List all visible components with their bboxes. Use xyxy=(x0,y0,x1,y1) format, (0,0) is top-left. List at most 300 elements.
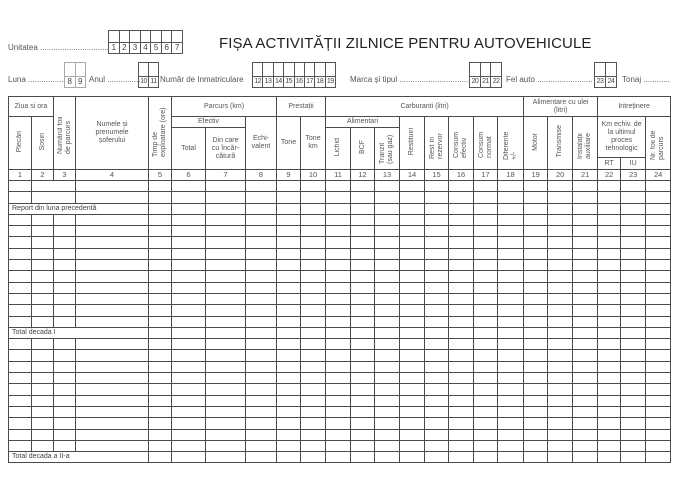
table-cell[interactable] xyxy=(498,181,524,192)
table-cell[interactable] xyxy=(498,350,524,361)
table-cell[interactable] xyxy=(598,429,621,440)
table-cell[interactable] xyxy=(76,305,149,316)
table-cell[interactable] xyxy=(76,293,149,304)
table-cell[interactable] xyxy=(32,237,54,248)
table-cell[interactable] xyxy=(206,248,246,259)
table-cell[interactable] xyxy=(425,361,449,372)
table-cell[interactable] xyxy=(425,418,449,429)
table-cell[interactable] xyxy=(301,293,326,304)
table-cell[interactable] xyxy=(326,192,351,203)
table-cell[interactable] xyxy=(246,373,277,384)
table-cell[interactable] xyxy=(206,418,246,429)
table-cell[interactable] xyxy=(206,260,246,271)
table-cell[interactable] xyxy=(425,305,449,316)
table-cell[interactable] xyxy=(351,181,375,192)
table-cell[interactable] xyxy=(621,192,646,203)
table-cell[interactable] xyxy=(598,260,621,271)
table-cell[interactable] xyxy=(573,452,598,463)
table-cell[interactable] xyxy=(425,316,449,327)
table-cell[interactable] xyxy=(76,282,149,293)
table-cell[interactable] xyxy=(206,316,246,327)
table-cell[interactable] xyxy=(301,203,326,214)
table-cell[interactable] xyxy=(548,282,573,293)
table-cell[interactable] xyxy=(301,260,326,271)
table-cell[interactable] xyxy=(474,305,498,316)
table-cell[interactable] xyxy=(573,406,598,417)
table-cell[interactable] xyxy=(246,316,277,327)
table-cell[interactable] xyxy=(206,452,246,463)
table-cell[interactable] xyxy=(172,418,206,429)
table-cell[interactable] xyxy=(598,452,621,463)
table-cell[interactable] xyxy=(548,429,573,440)
table-cell[interactable] xyxy=(598,192,621,203)
table-cell[interactable] xyxy=(425,226,449,237)
table-cell[interactable] xyxy=(449,260,474,271)
table-cell[interactable] xyxy=(449,214,474,225)
table-cell[interactable] xyxy=(149,271,172,282)
table-cell[interactable] xyxy=(524,327,548,338)
table-cell[interactable] xyxy=(573,361,598,372)
table-cell[interactable] xyxy=(598,282,621,293)
table-cell[interactable] xyxy=(301,384,326,395)
table-cell[interactable] xyxy=(351,271,375,282)
table-cell[interactable] xyxy=(172,192,206,203)
table-cell[interactable] xyxy=(9,237,32,248)
table-cell[interactable] xyxy=(474,226,498,237)
table-cell[interactable] xyxy=(351,429,375,440)
table-cell[interactable] xyxy=(76,192,149,203)
table-cell[interactable] xyxy=(149,282,172,293)
table-cell[interactable] xyxy=(646,373,671,384)
table-cell[interactable] xyxy=(400,248,425,259)
table-cell[interactable] xyxy=(598,203,621,214)
table-cell[interactable] xyxy=(425,260,449,271)
table-cell[interactable] xyxy=(548,226,573,237)
inmatriculare-code-box[interactable] xyxy=(252,62,336,88)
table-cell[interactable] xyxy=(9,429,32,440)
table-cell[interactable] xyxy=(246,181,277,192)
table-cell[interactable] xyxy=(246,384,277,395)
table-cell[interactable] xyxy=(524,361,548,372)
table-cell[interactable] xyxy=(9,282,32,293)
table-cell[interactable] xyxy=(598,384,621,395)
table-cell[interactable] xyxy=(54,350,76,361)
table-cell[interactable] xyxy=(646,327,671,338)
table-cell[interactable] xyxy=(54,214,76,225)
table-cell[interactable] xyxy=(375,282,400,293)
table-cell[interactable] xyxy=(206,214,246,225)
table-cell[interactable] xyxy=(277,418,301,429)
table-cell[interactable] xyxy=(621,282,646,293)
table-cell[interactable] xyxy=(449,192,474,203)
table-cell[interactable] xyxy=(277,406,301,417)
table-cell[interactable] xyxy=(277,226,301,237)
table-cell[interactable] xyxy=(573,350,598,361)
table-cell[interactable] xyxy=(149,316,172,327)
table-cell[interactable] xyxy=(375,440,400,451)
table-cell[interactable] xyxy=(598,361,621,372)
table-cell[interactable] xyxy=(54,282,76,293)
table-cell[interactable] xyxy=(498,282,524,293)
table-cell[interactable] xyxy=(351,395,375,406)
table-cell[interactable] xyxy=(524,316,548,327)
table-cell[interactable] xyxy=(573,203,598,214)
table-cell[interactable] xyxy=(621,350,646,361)
table-cell[interactable] xyxy=(326,327,351,338)
table-cell[interactable] xyxy=(54,339,76,350)
table-cell[interactable] xyxy=(621,316,646,327)
table-cell[interactable] xyxy=(32,361,54,372)
table-cell[interactable] xyxy=(301,327,326,338)
table-cell[interactable] xyxy=(54,293,76,304)
table-cell[interactable] xyxy=(621,248,646,259)
table-cell[interactable] xyxy=(206,271,246,282)
table-cell[interactable] xyxy=(375,406,400,417)
table-cell[interactable] xyxy=(646,260,671,271)
table-cell[interactable] xyxy=(54,237,76,248)
table-cell[interactable] xyxy=(206,361,246,372)
table-cell[interactable] xyxy=(400,226,425,237)
table-cell[interactable] xyxy=(277,429,301,440)
table-cell[interactable] xyxy=(326,203,351,214)
table-cell[interactable] xyxy=(326,452,351,463)
table-cell[interactable] xyxy=(9,395,32,406)
table-cell[interactable] xyxy=(524,226,548,237)
table-cell[interactable] xyxy=(277,203,301,214)
table-cell[interactable] xyxy=(474,260,498,271)
table-cell[interactable] xyxy=(548,395,573,406)
table-cell[interactable] xyxy=(598,271,621,282)
table-cell[interactable] xyxy=(573,214,598,225)
table-cell[interactable] xyxy=(449,181,474,192)
table-cell[interactable] xyxy=(498,192,524,203)
table-cell[interactable] xyxy=(206,226,246,237)
marca-code-box[interactable] xyxy=(469,62,502,88)
table-cell[interactable] xyxy=(498,203,524,214)
table-cell[interactable] xyxy=(474,214,498,225)
table-cell[interactable] xyxy=(573,316,598,327)
table-cell[interactable] xyxy=(76,395,149,406)
table-cell[interactable] xyxy=(474,282,498,293)
table-cell[interactable] xyxy=(400,384,425,395)
table-cell[interactable] xyxy=(449,226,474,237)
table-cell[interactable] xyxy=(400,395,425,406)
table-cell[interactable] xyxy=(172,305,206,316)
table-cell[interactable] xyxy=(54,226,76,237)
table-cell[interactable] xyxy=(375,260,400,271)
table-cell[interactable] xyxy=(598,237,621,248)
table-cell[interactable] xyxy=(425,214,449,225)
table-cell[interactable] xyxy=(375,181,400,192)
table-cell[interactable] xyxy=(277,339,301,350)
table-cell[interactable] xyxy=(351,440,375,451)
table-cell[interactable] xyxy=(449,406,474,417)
table-cell[interactable] xyxy=(474,361,498,372)
table-cell[interactable] xyxy=(449,293,474,304)
table-cell[interactable] xyxy=(32,384,54,395)
table-cell[interactable] xyxy=(524,350,548,361)
table-cell[interactable] xyxy=(301,316,326,327)
table-cell[interactable] xyxy=(351,316,375,327)
table-cell[interactable] xyxy=(646,271,671,282)
table-cell[interactable] xyxy=(375,350,400,361)
table-cell[interactable] xyxy=(498,429,524,440)
table-cell[interactable] xyxy=(425,429,449,440)
table-cell[interactable] xyxy=(646,316,671,327)
table-cell[interactable] xyxy=(400,350,425,361)
table-cell[interactable] xyxy=(449,452,474,463)
table-cell[interactable] xyxy=(206,373,246,384)
table-cell[interactable] xyxy=(277,271,301,282)
table-cell[interactable] xyxy=(646,214,671,225)
table-cell[interactable] xyxy=(351,327,375,338)
table-cell[interactable] xyxy=(646,440,671,451)
table-cell[interactable] xyxy=(301,271,326,282)
table-cell[interactable] xyxy=(425,384,449,395)
table-cell[interactable] xyxy=(172,282,206,293)
table-cell[interactable] xyxy=(172,395,206,406)
table-cell[interactable] xyxy=(172,316,206,327)
table-cell[interactable] xyxy=(246,260,277,271)
table-cell[interactable] xyxy=(54,440,76,451)
table-cell[interactable] xyxy=(646,452,671,463)
table-cell[interactable] xyxy=(76,181,149,192)
table-cell[interactable] xyxy=(149,452,172,463)
table-cell[interactable] xyxy=(498,248,524,259)
table-cell[interactable] xyxy=(149,237,172,248)
table-cell[interactable] xyxy=(646,248,671,259)
table-cell[interactable] xyxy=(351,282,375,293)
table-cell[interactable] xyxy=(474,203,498,214)
table-cell[interactable] xyxy=(646,293,671,304)
table-cell[interactable] xyxy=(449,203,474,214)
table-cell[interactable] xyxy=(425,406,449,417)
table-cell[interactable] xyxy=(573,282,598,293)
table-cell[interactable] xyxy=(172,214,206,225)
table-cell[interactable] xyxy=(326,293,351,304)
table-cell[interactable] xyxy=(375,203,400,214)
table-cell[interactable] xyxy=(246,214,277,225)
table-cell[interactable] xyxy=(277,237,301,248)
table-cell[interactable] xyxy=(646,237,671,248)
table-cell[interactable] xyxy=(548,305,573,316)
table-cell[interactable] xyxy=(646,361,671,372)
table-cell[interactable] xyxy=(524,271,548,282)
table-cell[interactable] xyxy=(76,440,149,451)
table-cell[interactable] xyxy=(498,373,524,384)
table-cell[interactable] xyxy=(400,452,425,463)
table-cell[interactable] xyxy=(474,440,498,451)
table-cell[interactable] xyxy=(9,305,32,316)
table-cell[interactable] xyxy=(474,452,498,463)
table-cell[interactable] xyxy=(277,305,301,316)
table-cell[interactable] xyxy=(524,293,548,304)
table-cell[interactable] xyxy=(474,395,498,406)
table-cell[interactable] xyxy=(573,293,598,304)
table-cell[interactable] xyxy=(449,440,474,451)
table-cell[interactable] xyxy=(54,260,76,271)
table-cell[interactable] xyxy=(246,327,277,338)
table-cell[interactable] xyxy=(375,384,400,395)
table-cell[interactable] xyxy=(425,203,449,214)
table-cell[interactable] xyxy=(326,418,351,429)
table-cell[interactable] xyxy=(598,350,621,361)
table-cell[interactable] xyxy=(646,203,671,214)
table-cell[interactable] xyxy=(301,395,326,406)
table-cell[interactable] xyxy=(449,327,474,338)
table-cell[interactable] xyxy=(326,248,351,259)
table-cell[interactable] xyxy=(449,395,474,406)
table-cell[interactable] xyxy=(548,214,573,225)
table-cell[interactable] xyxy=(375,192,400,203)
table-cell[interactable] xyxy=(246,418,277,429)
table-cell[interactable] xyxy=(425,192,449,203)
table-cell[interactable] xyxy=(326,214,351,225)
table-cell[interactable] xyxy=(9,384,32,395)
table-cell[interactable] xyxy=(326,271,351,282)
table-cell[interactable] xyxy=(474,327,498,338)
table-cell[interactable] xyxy=(573,418,598,429)
table-cell[interactable] xyxy=(301,429,326,440)
table-cell[interactable] xyxy=(548,418,573,429)
table-cell[interactable] xyxy=(277,248,301,259)
table-cell[interactable] xyxy=(206,192,246,203)
table-cell[interactable] xyxy=(246,339,277,350)
table-cell[interactable] xyxy=(9,226,32,237)
table-cell[interactable] xyxy=(54,316,76,327)
table-cell[interactable] xyxy=(400,429,425,440)
table-cell[interactable] xyxy=(474,406,498,417)
table-cell[interactable] xyxy=(351,260,375,271)
table-cell[interactable] xyxy=(351,226,375,237)
table-cell[interactable] xyxy=(246,305,277,316)
table-cell[interactable] xyxy=(32,293,54,304)
table-cell[interactable] xyxy=(172,293,206,304)
table-cell[interactable] xyxy=(206,384,246,395)
table-cell[interactable] xyxy=(621,237,646,248)
table-cell[interactable] xyxy=(246,440,277,451)
table-cell[interactable] xyxy=(548,361,573,372)
table-cell[interactable] xyxy=(326,305,351,316)
table-cell[interactable] xyxy=(9,214,32,225)
table-cell[interactable] xyxy=(206,237,246,248)
table-cell[interactable] xyxy=(425,237,449,248)
table-cell[interactable] xyxy=(76,350,149,361)
table-cell[interactable] xyxy=(646,282,671,293)
table-cell[interactable] xyxy=(76,260,149,271)
table-cell[interactable] xyxy=(598,214,621,225)
table-cell[interactable] xyxy=(326,440,351,451)
table-cell[interactable] xyxy=(474,293,498,304)
table-cell[interactable] xyxy=(76,361,149,372)
table-cell[interactable] xyxy=(301,282,326,293)
table-cell[interactable] xyxy=(301,361,326,372)
table-cell[interactable] xyxy=(149,373,172,384)
table-cell[interactable] xyxy=(54,418,76,429)
table-cell[interactable] xyxy=(474,271,498,282)
table-cell[interactable] xyxy=(172,327,206,338)
table-cell[interactable] xyxy=(598,339,621,350)
table-cell[interactable] xyxy=(474,181,498,192)
table-cell[interactable] xyxy=(54,373,76,384)
table-cell[interactable] xyxy=(449,316,474,327)
table-cell[interactable] xyxy=(425,440,449,451)
table-cell[interactable] xyxy=(54,429,76,440)
table-cell[interactable] xyxy=(598,248,621,259)
table-cell[interactable] xyxy=(474,418,498,429)
table-cell[interactable] xyxy=(621,339,646,350)
table-cell[interactable] xyxy=(524,429,548,440)
table-cell[interactable] xyxy=(246,271,277,282)
table-cell[interactable] xyxy=(9,192,32,203)
table-cell[interactable] xyxy=(172,361,206,372)
table-cell[interactable] xyxy=(277,373,301,384)
table-cell[interactable] xyxy=(351,361,375,372)
table-cell[interactable] xyxy=(172,248,206,259)
table-cell[interactable] xyxy=(474,429,498,440)
table-cell[interactable] xyxy=(498,305,524,316)
table-cell[interactable] xyxy=(425,350,449,361)
table-cell[interactable] xyxy=(548,192,573,203)
table-cell[interactable] xyxy=(449,361,474,372)
table-cell[interactable] xyxy=(598,316,621,327)
table-cell[interactable] xyxy=(498,406,524,417)
table-cell[interactable] xyxy=(524,260,548,271)
table-cell[interactable] xyxy=(598,226,621,237)
table-cell[interactable] xyxy=(301,373,326,384)
table-cell[interactable] xyxy=(375,361,400,372)
table-cell[interactable] xyxy=(301,440,326,451)
table-cell[interactable] xyxy=(425,339,449,350)
table-cell[interactable] xyxy=(301,226,326,237)
table-cell[interactable] xyxy=(206,395,246,406)
table-cell[interactable] xyxy=(400,293,425,304)
table-cell[interactable] xyxy=(32,181,76,192)
table-cell[interactable] xyxy=(375,327,400,338)
table-cell[interactable] xyxy=(548,248,573,259)
table-cell[interactable] xyxy=(54,361,76,372)
table-cell[interactable] xyxy=(573,373,598,384)
table-cell[interactable] xyxy=(301,192,326,203)
table-cell[interactable] xyxy=(400,361,425,372)
table-cell[interactable] xyxy=(32,248,54,259)
table-cell[interactable] xyxy=(206,203,246,214)
table-cell[interactable] xyxy=(573,271,598,282)
table-cell[interactable] xyxy=(149,440,172,451)
table-cell[interactable] xyxy=(32,440,54,451)
table-cell[interactable] xyxy=(76,237,149,248)
table-cell[interactable] xyxy=(32,260,54,271)
table-cell[interactable] xyxy=(621,181,646,192)
table-cell[interactable] xyxy=(375,418,400,429)
table-cell[interactable] xyxy=(76,271,149,282)
table-cell[interactable] xyxy=(76,384,149,395)
unitatea-code-box[interactable] xyxy=(108,30,183,54)
table-cell[interactable] xyxy=(598,395,621,406)
table-cell[interactable] xyxy=(76,429,149,440)
table-cell[interactable] xyxy=(548,271,573,282)
table-cell[interactable] xyxy=(32,418,54,429)
table-cell[interactable] xyxy=(149,339,172,350)
table-cell[interactable] xyxy=(9,248,32,259)
table-cell[interactable] xyxy=(206,305,246,316)
table-cell[interactable] xyxy=(449,418,474,429)
table-cell[interactable] xyxy=(646,181,671,192)
table-cell[interactable] xyxy=(9,181,32,192)
table-cell[interactable] xyxy=(277,282,301,293)
table-cell[interactable] xyxy=(9,418,32,429)
table-cell[interactable] xyxy=(149,248,172,259)
